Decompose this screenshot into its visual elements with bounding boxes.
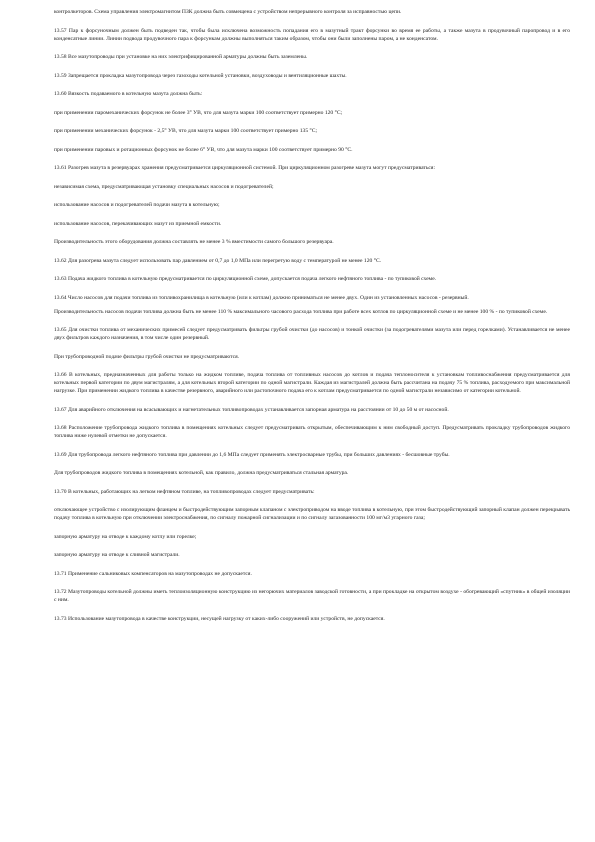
- paragraph-13-62: 13.62 Для разогрева мазута следует использовать пар давлением от 0,7 до 1,0 МПа или перегретую воду с температурой не менее 120 °С.: [54, 257, 382, 264]
- paragraph: Для трубопроводов жидкого топлива в помещениях котельной, как правило, должна предусматриваться стальная арматура.: [54, 470, 349, 476]
- paragraph-13-70: 13.70 В котельных, работающих на легком нефтяном топливе, на топливопроводах следует предусматривать:: [54, 488, 315, 495]
- paragraph-13-61: 13.61 Разогрев мазута в резервуарах хранения предусматривается циркуляционной системой. При циркуляционном разогреве мазута могут предусматриваться:: [54, 165, 436, 171]
- paragraph-13-63: 13.63 Подача жидкого топлива в котельную предусматривается по циркуляционной схеме, допускается подача легкого нефтяного топлива - по тупиковой схеме.: [54, 276, 437, 282]
- paragraph: контролкеторов. Схема управления электромагнитом ПЗК должна быть совмещена с устройством непрерывного контроля за исправностью цепи.: [54, 9, 402, 15]
- paragraph: отключающее устройство с изолирующим фланцем и быстродействующим запорным клапаном с электроприводом на вводе топлива в котельную, при этом быстродействующий запорный клапан должен перекрывать подачу топлива в котельную при отключении электроснабжения, по сигналу пожарной сигнализации и по сигналу загазованности 100 мг/м3 угарного газа;: [54, 507, 570, 521]
- paragraph: независимая схема, предусматривающая установку специальных насосов и подогревателей;: [54, 183, 274, 190]
- paragraph-13-71: 13.71 Применение сальниковых компенсаторов на мазутопроводах не допускается.: [54, 570, 252, 577]
- paragraph: запорную арматуру на отводе к сливной магистрали.: [54, 552, 180, 558]
- paragraph: использование насосов и подогревателей подачи мазута в котельную;: [54, 202, 220, 208]
- paragraph: при применении паромеханических форсунок не более 3° УВ, что для мазута марки 100 соответствует примерно 120 °С;: [54, 109, 343, 116]
- document-page: [54, 8, 570, 633]
- paragraph: при применении механических форсунок - 2,5° УВ, что для мазута марки 100 соответствует примерно 135 °С;: [54, 128, 318, 134]
- paragraph: использование насосов, перекачивающих мазут из приемной емкости.: [54, 220, 222, 227]
- paragraph-13-60: 13.60 Вязкость подаваемого в котельную мазута должна быть:: [54, 91, 203, 97]
- paragraph: запорную арматуру на отводе к каждому котлу или горелке;: [54, 533, 197, 540]
- paragraph: Производительность этого оборудования должна составлять не менее 3 % вместимости самого большого резервуара.: [54, 239, 334, 245]
- paragraph-13-57: 13.57 Пар к форсуночным должен быть подведен так, чтобы была исключена возможность попадания его в мазутный тракт форсунки во время ее работы, а также мазута в продувочный паропровод и в его конденсатные линии. Линии подвода продувочного пара к форсункам должны выполняться таким образом, чтобы они были заполнены паром, а не конденсатом.: [54, 27, 570, 42]
- paragraph: При трубопроводной подаче фильтры грубой очистки не предусматриваются.: [54, 353, 240, 360]
- paragraph-13-66: 13.66 В котельных, предназначенных для работы только на жидком топливе, подача топлива от топливных насосов до котлов и подача теплоносителя к установкам топливоснабжения предусматривается для котельных первой категории по двум магистралям, а для котельных второй категории по одной магистрали. Каждая из магистралей должна быть рассчитана на подачу 75 % топлива, расходуемого при максимальной нагрузке. При применении жидкого топлива в качестве резервного, аварийного или растопочного подача его к котлам предусматривается по одной магистрали независимо от категории котельной.: [54, 372, 570, 394]
- paragraph: при применении паровых и ротационных форсунок не более 6° УВ, что для мазута марки 100 соответствует примерно 90 °С.: [54, 146, 353, 153]
- paragraph-13-59: 13.59 Запрещается прокладка мазутопровода через газоходы котельной установки, воздуховоды и вентиляционные шахты.: [54, 72, 347, 79]
- paragraph: Производительность насосов подачи топлива должна быть не менее 110 % максимального часового расхода топлива при работе всех котлов по циркуляционной схеме и не менее 100 % - по тупиковой схеме.: [54, 308, 548, 315]
- paragraph-13-69: 13.69 Для трубопровода легкого нефтяного топлива при давлении до 1,6 МПа следует применять электросварные трубы, при больших давлениях - бесшовные трубы.: [54, 451, 450, 458]
- paragraph-13-64: 13.64 Число насосов для подачи топлива из топливохранилища в котельную (или к котлам) должно приниматься не менее двух. Один из установленных насосов - резервный.: [54, 294, 469, 301]
- paragraph-13-65: 13.65 Для очистки топлива от механических примесей следует предусматривать фильтры грубой очистки (до насосов) и тонкой очистки (за подогревателями мазута или перед горелками). Устанавливается не менее двух фильтров каждого назначения, в том числе один резервный.: [54, 327, 570, 341]
- paragraph-13-72: 13.72 Мазутопроводы котельной должны иметь теплоизоляционную конструкцию из негорючих материалов заводской готовности, а при прокладке на открытом воздухе - обогревающий «спутник» в общей изоляции с ним.: [54, 589, 570, 603]
- paragraph-13-67: 13.67 Для аварийного отключения на всасывающих и нагнетательных топливопроводах устанавливается запорная арматура на расстоянии от 10 до 50 м от насосной.: [54, 406, 449, 413]
- paragraph-13-58: 13.58 Все мазутопроводы при установке на них электрифицированной арматуры должны быть заземлены.: [54, 54, 308, 60]
- paragraph-13-73: 13.73 Использование мазутопровода в качестве конструкции, несущей нагрузку от каких-либо сооружений или устройств, не допускается.: [54, 615, 385, 622]
- paragraph-13-68: 13.68 Расположение трубопровода жидкого топлива в помещениях котельных следует предусматривать открытым, обеспечивающим к ним свободный доступ. Предусматривать прокладку трубопроводов жидкого топлива ниже нулевой отметки не допускается.: [54, 425, 570, 439]
